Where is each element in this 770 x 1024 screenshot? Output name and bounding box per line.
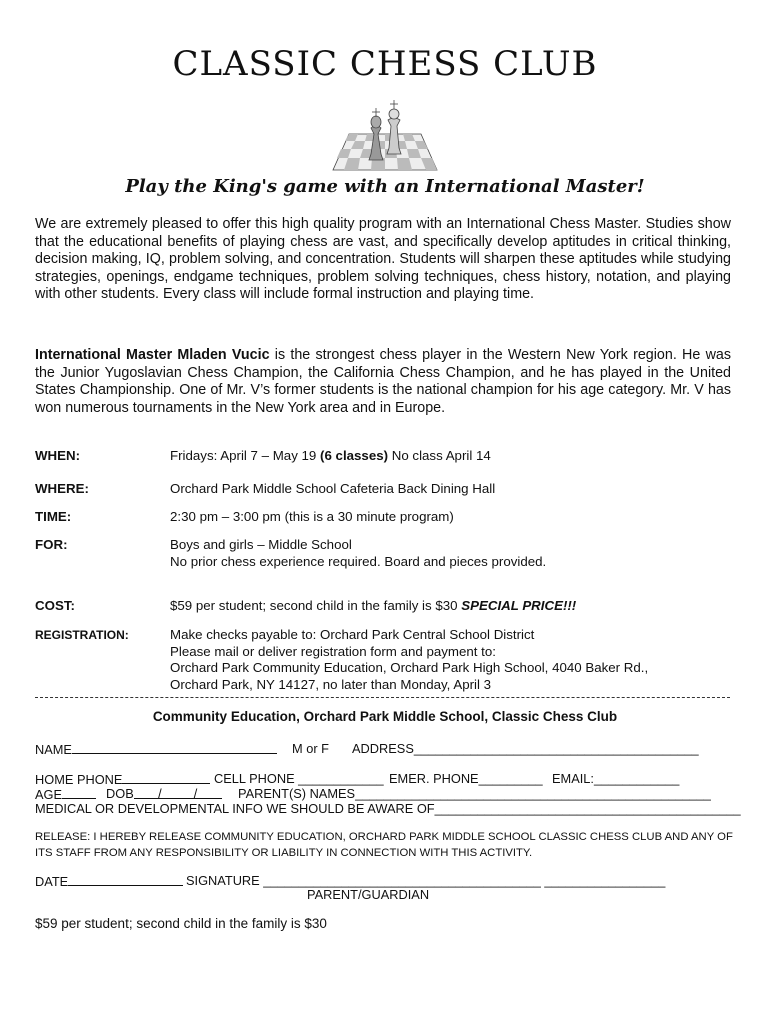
registration-value: Make checks payable to: Orchard Park Central School District Please mail or deliver registration form and payment to: Orchard Park Community Education, Orchard Park High School, 4040 Baker Rd., Orchard Park, NY 14127, no later than Monday, April 3 [170, 627, 649, 692]
when-label: WHEN: [35, 448, 81, 463]
registration-label: REGISTRATION: [35, 628, 129, 642]
release-statement: RELEASE: I HEREBY RELEASE COMMUNITY EDUCATION, ORCHARD PARK MIDDLE SCHOOL CLASSIC CHESS CLUB AND ANY OF ITS STAFF FROM ANY RESPONSIBILITY OR LIABILITY IN CONNECTION WITH THIS ACTIVITY. [35, 831, 733, 859]
where-label: WHERE: [35, 481, 89, 496]
footer-price: $59 per student; second child in the family is $30 [35, 916, 327, 931]
parent-guardian-caption: PARENT/GUARDIAN [307, 887, 430, 902]
instructor-bio [35, 347, 731, 417]
form-heading: Community Education, Orchard Park Middle School, Classic Chess Club [152, 709, 618, 724]
home-phone-field[interactable]: HOME PHONE [35, 771, 210, 787]
time-value: 2:30 pm – 3:00 pm (this is a 30 minute program) [170, 509, 454, 524]
address-field[interactable]: ADDRESS________________________________________ [352, 741, 699, 756]
when-value: Fridays: April 7 – May 19 (6 classes) No class April 14 [170, 448, 491, 463]
for-label: FOR: [35, 537, 68, 552]
time-label: TIME: [35, 509, 72, 524]
cut-line-divider [35, 697, 730, 698]
signature-field[interactable]: SIGNATURE _______________________________________ _________________ [186, 873, 666, 888]
parents-names-field[interactable]: PARENT(S) NAMES__________________________________________________ [238, 786, 711, 801]
dob-field[interactable]: DOB / / [106, 786, 222, 801]
name-field[interactable]: NAME [35, 741, 277, 757]
special-price: SPECIAL PRICE!!! [461, 598, 577, 613]
chess-pieces-illustration-icon [325, 90, 445, 178]
page-title: CLASSIC CHESS CLUB [172, 44, 598, 84]
cost-value: $59 per student; second child in the family is $30 SPECIAL PRICE!!! [170, 598, 577, 613]
medical-info-field[interactable]: MEDICAL OR DEVELOPMENTAL INFO WE SHOULD BE AWARE OF___________________________________________ [35, 801, 741, 816]
intro-paragraph: We are extremely pleased to offer this high quality program with an International Chess Master. Studies show that the educational benefits of playing chess are vast, and specifically develop aptitudes in critical thinking, decision making, IQ, problem solving, and concentration. Students will sharpen these aptitudes while studying strategies, openings, endgame techniques, problem solving techniques, chess history, notation, and playing with other students. Every class will include formal instruction and playing time. [35, 216, 731, 303]
age-field[interactable]: AGE [35, 786, 96, 802]
emer-phone-field[interactable]: EMER. PHONE_________ [389, 771, 543, 786]
for-value: Boys and girls – Middle School No prior chess experience required. Board and pieces provided. [170, 537, 547, 569]
cell-phone-field[interactable]: CELL PHONE ____________ [214, 771, 384, 786]
email-field[interactable]: EMAIL:____________ [552, 771, 680, 786]
instructor-name: International Master Mladen Vucic [35, 347, 270, 363]
where-value: Orchard Park Middle School Cafeteria Back Dining Hall [170, 481, 496, 496]
bio-text: is the strongest chess player in the Western New York region. He was the Junior Yugoslavian Chess Champion, the California Chess Champion, and he has played in the United States Championship. One of Mr. V’s former students is the national champion for his age category. Mr. V has won numerous tournaments in the New York area and in Europe. [35, 347, 732, 416]
cost-label: COST: [35, 598, 75, 613]
date-field[interactable]: DATE [35, 873, 183, 889]
gender-field[interactable]: M or F [292, 741, 329, 756]
tagline: Play the King's game with an International Master! [125, 176, 645, 197]
